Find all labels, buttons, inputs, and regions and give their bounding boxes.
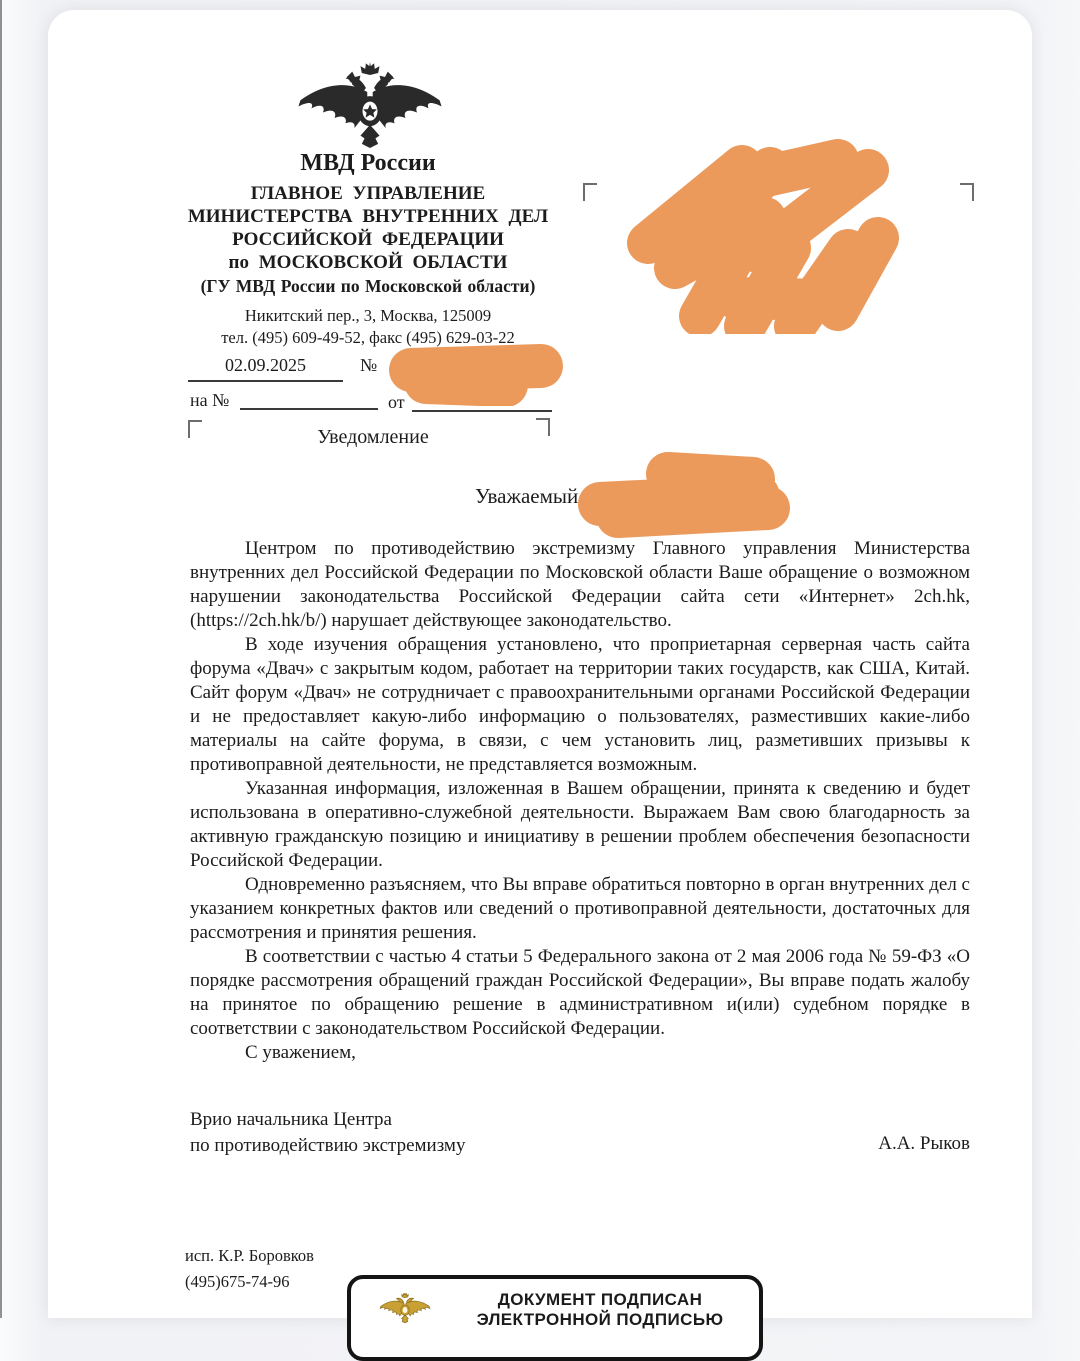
org-line-3: РОССИЙСКОЙ ФЕДЕРАЦИИ	[232, 229, 504, 250]
redaction-blob-name	[568, 446, 796, 540]
org-address-line: Никитский пер., 3, Москва, 125009	[244, 306, 492, 325]
executor-phone: (495)675-74-96	[185, 1272, 290, 1291]
from-date-underline	[412, 410, 552, 412]
executor-block	[185, 1243, 314, 1295]
letter-date: 02.09.2025	[225, 355, 306, 375]
letter-body	[190, 537, 970, 1041]
signer-position-line1: Врио начальника Центра	[190, 1109, 392, 1130]
paragraph-4: Одновременно разъясняем, что Вы вправе обратиться повторно в орган внутренних дел с указанием конкретных фактов или сведений о противоправной деятельности, достаточных для рассмотрения и принятия решения.	[190, 874, 970, 943]
screen-left-edge	[0, 0, 2, 1318]
executor-name: исп. К.Р. Боровков	[185, 1246, 314, 1265]
stamp-line-1: ДОКУМЕНТ ПОДПИСАН	[497, 1290, 703, 1309]
org-line-5: (ГУ МВД России по Московской области)	[200, 276, 536, 296]
paragraph-3: Указанная информация, изложенная в Вашем обращении, принята к сведению и будет использована в оперативно-служебной деятельности. Выражаем Вам свою благодарность за активную гражданскую позицию и инициативу в решении проблем обеспечения безопасности Российской Федерации.	[190, 778, 970, 871]
org-line-4: по МОСКОВСКОЙ ОБЛАСТИ	[228, 252, 508, 273]
org-address-block	[158, 305, 578, 349]
corner-mark-left	[188, 420, 202, 438]
in-reply-to-underline	[240, 408, 378, 410]
org-line-2: МИНИСТЕРСТВА ВНУТРЕННИХ ДЕЛ	[187, 206, 549, 227]
date-underline	[188, 380, 343, 382]
document-type-title: Уведомление	[317, 426, 429, 448]
stamp-text	[441, 1290, 759, 1330]
number-label: №	[360, 355, 378, 375]
greeting-text: Уважаемый	[475, 484, 579, 508]
addressee-corner-mark-right	[960, 183, 974, 201]
addressee-corner-mark-left	[583, 183, 597, 201]
signer-name: А.А. Рыков	[878, 1133, 970, 1154]
org-phone-line: тел. (495) 609-49-52, факс (495) 629-03-22	[221, 328, 515, 347]
from-date-label: от	[388, 392, 405, 412]
document-page	[48, 10, 1032, 1329]
letterhead-block	[158, 182, 578, 298]
paragraph-5: В соответствии с частью 4 статьи 5 Федерального закона от 2 мая 2006 года № 59-ФЗ «О порядке рассмотрения обращений граждан Российской Федерации», Вы вправе подать жалобу на принятое по обращению решение в административном и(или) судебном порядке в соответствии с законодательством Российской Федерации.	[190, 946, 970, 1039]
in-reply-to-label: на №	[190, 390, 230, 410]
org-short-title: МВД России	[300, 150, 436, 176]
stamp-line-2: ЭЛЕКТРОННОЙ ПОДПИСЬЮ	[476, 1310, 724, 1329]
signer-position-line2: по противодействию экстремизму	[190, 1135, 466, 1156]
redaction-scribble-addressee	[615, 138, 905, 334]
mvd-eagle-emblem-icon	[295, 58, 445, 152]
org-line-1: ГЛАВНОЕ УПРАВЛЕНИЕ	[250, 183, 486, 204]
paragraph-2: В ходе изучения обращения установлено, что проприетарная серверная часть сайта форума «Двач» с закрытым кодом, работает на территории таких государств, как США, Китай. Сайт форум «Двач» не сотрудничает с правоохранительными органами Российской Федерации и не предоставляет какую-либо информацию о пользователях, разместивших какие-либо материалы на сайте форума, в связи, с чем установить лиц, разметивших призывы к противоправной деятельности, не представляется возможным.	[190, 634, 970, 775]
corner-mark-right	[536, 418, 550, 436]
electronic-signature-stamp	[347, 1275, 763, 1361]
closing-phrase: С уважением,	[245, 1042, 356, 1063]
stamp-eagle-icon	[379, 1285, 431, 1331]
paragraph-1: Центром по противодействию экстремизму Главного управления Министерства внутренних дел Российской Федерации по Московской области Ваше обращение о возможном нарушении законодательства Российской Федерации сайта сети «Интернет» 2ch.hk, (https://2ch.hk/b/) нарушает действующее законодательство.	[190, 538, 970, 631]
